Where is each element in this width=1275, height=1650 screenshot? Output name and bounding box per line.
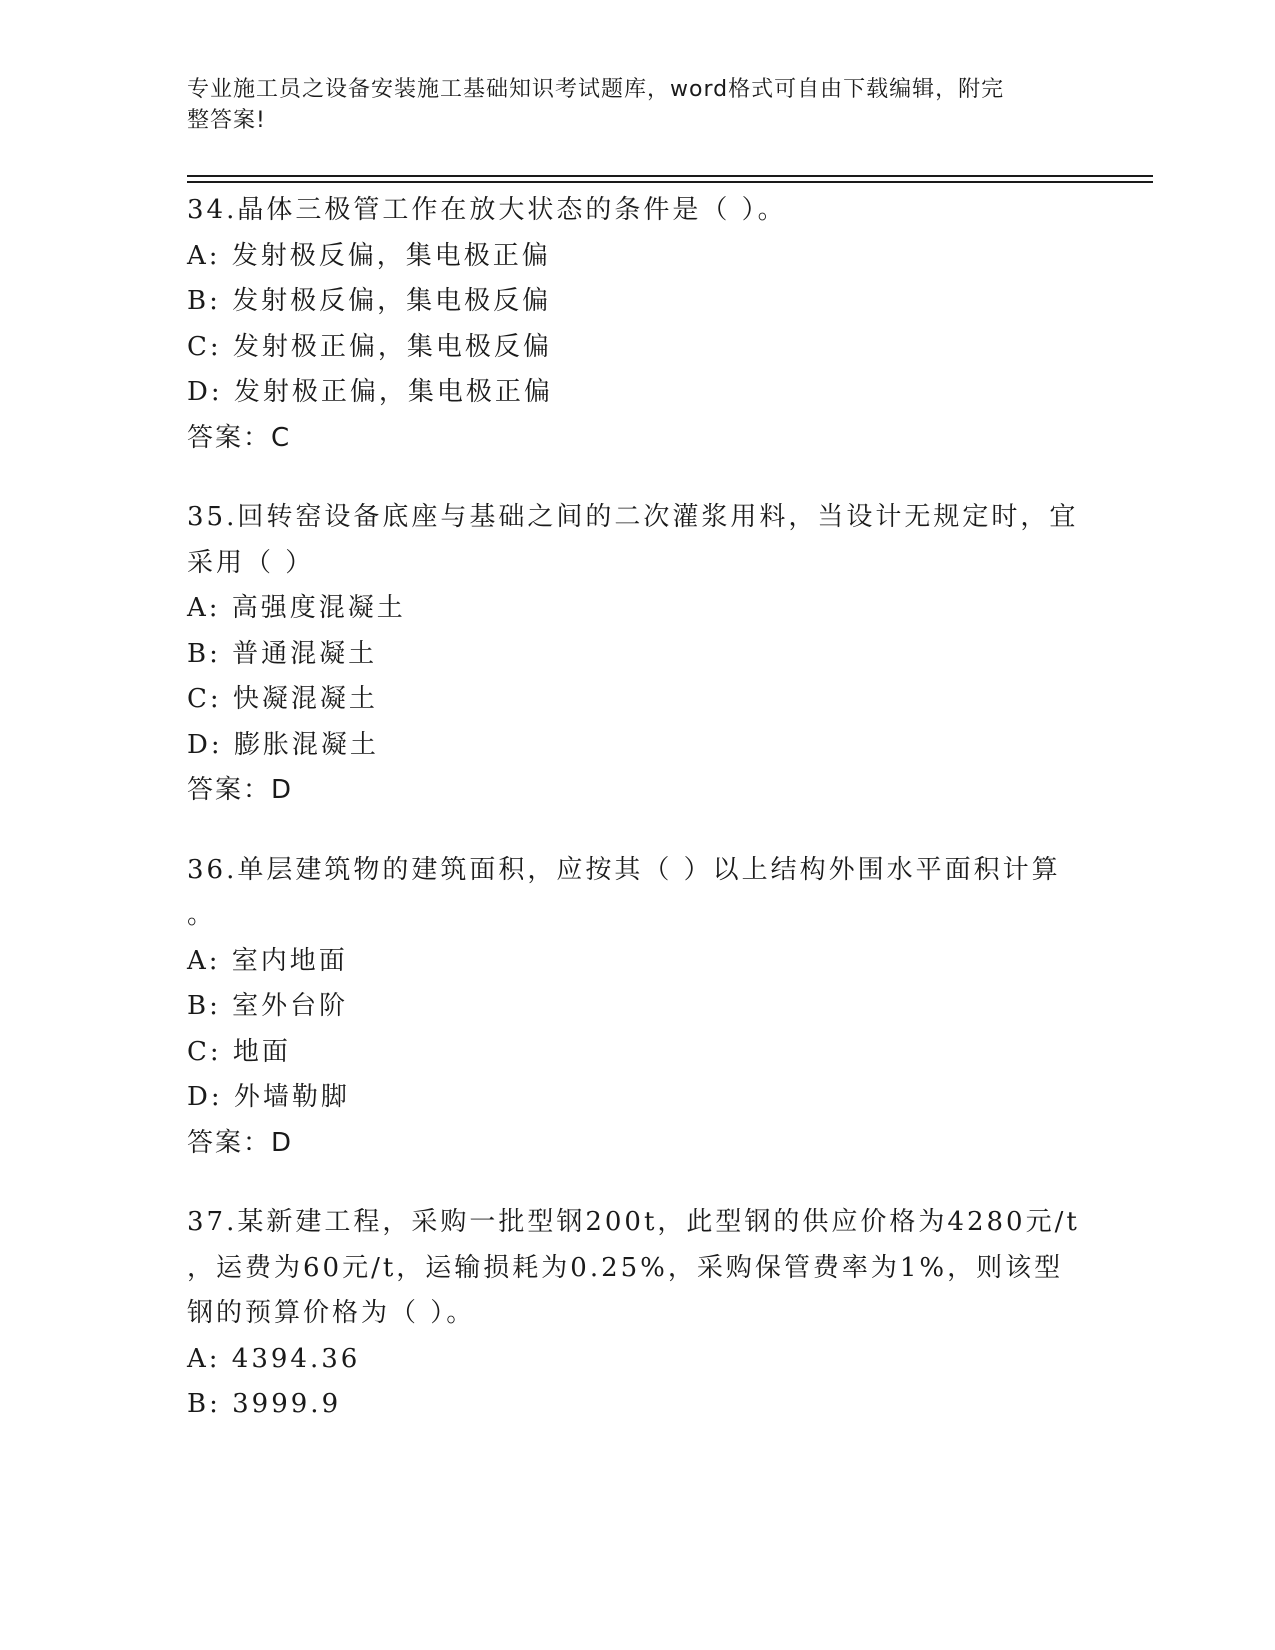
header-line-2: 整答案! bbox=[187, 108, 266, 133]
answer-line: 答案：C bbox=[187, 422, 292, 453]
question-list bbox=[187, 188, 1087, 1462]
option-a: A: 室内地面 bbox=[187, 945, 348, 976]
option-d: D: 膨胀混凝土 bbox=[187, 729, 379, 760]
option-b: B: 普通混凝土 bbox=[187, 638, 378, 669]
option-a: A: 高强度混凝土 bbox=[187, 593, 406, 623]
header-rule-top bbox=[187, 175, 1153, 177]
question-34 bbox=[187, 188, 1087, 461]
option-d: D: 外墙勒脚 bbox=[187, 1082, 350, 1112]
option-b: B: 室外台阶 bbox=[187, 991, 349, 1021]
option-b: B: 发射极反偏，集电极反偏 bbox=[187, 286, 552, 316]
option-c: C: 地面 bbox=[187, 1036, 291, 1067]
option-d: D: 发射极正偏，集电极正偏 bbox=[187, 377, 553, 407]
question-35 bbox=[187, 495, 1087, 814]
question-stem: 35.回转窑设备底座与基础之间的二次灌浆用料，当设计无规定时，宜 采用（ ） bbox=[187, 502, 1079, 578]
answer-line: 答案：D bbox=[187, 1127, 294, 1158]
question-stem: 34.晶体三极管工作在放大状态的条件是（ ）。 bbox=[187, 195, 787, 225]
document-header bbox=[187, 74, 1067, 136]
question-36 bbox=[187, 848, 1087, 1167]
option-b: B: 3999.9 bbox=[187, 1389, 342, 1419]
option-c: C: 快凝混凝土 bbox=[187, 684, 378, 714]
option-a: A: 发射极反偏，集电极正偏 bbox=[187, 240, 551, 271]
header-rule-bottom bbox=[187, 181, 1153, 183]
answer-line: 答案：D bbox=[187, 775, 294, 805]
question-37 bbox=[187, 1200, 1087, 1428]
option-a: A: 4394.36 bbox=[187, 1343, 361, 1374]
question-stem: 36.单层建筑物的建筑面积，应按其（ ）以上结构外围水平面积计算 。 bbox=[187, 854, 1061, 930]
option-c: C: 发射极正偏，集电极反偏 bbox=[187, 331, 552, 362]
header-line-1: 专业施工员之设备安装施工基础知识考试题库，word格式可自由下载编辑，附完 bbox=[187, 77, 1005, 102]
question-stem: 37.某新建工程，采购一批型钢200t，此型钢的供应价格为4280元/t ，运费为60元/t，运输损耗为0.25%，采购保管费率为1%，则该型 钢的预算价格为（ ）。 bbox=[187, 1207, 1080, 1328]
